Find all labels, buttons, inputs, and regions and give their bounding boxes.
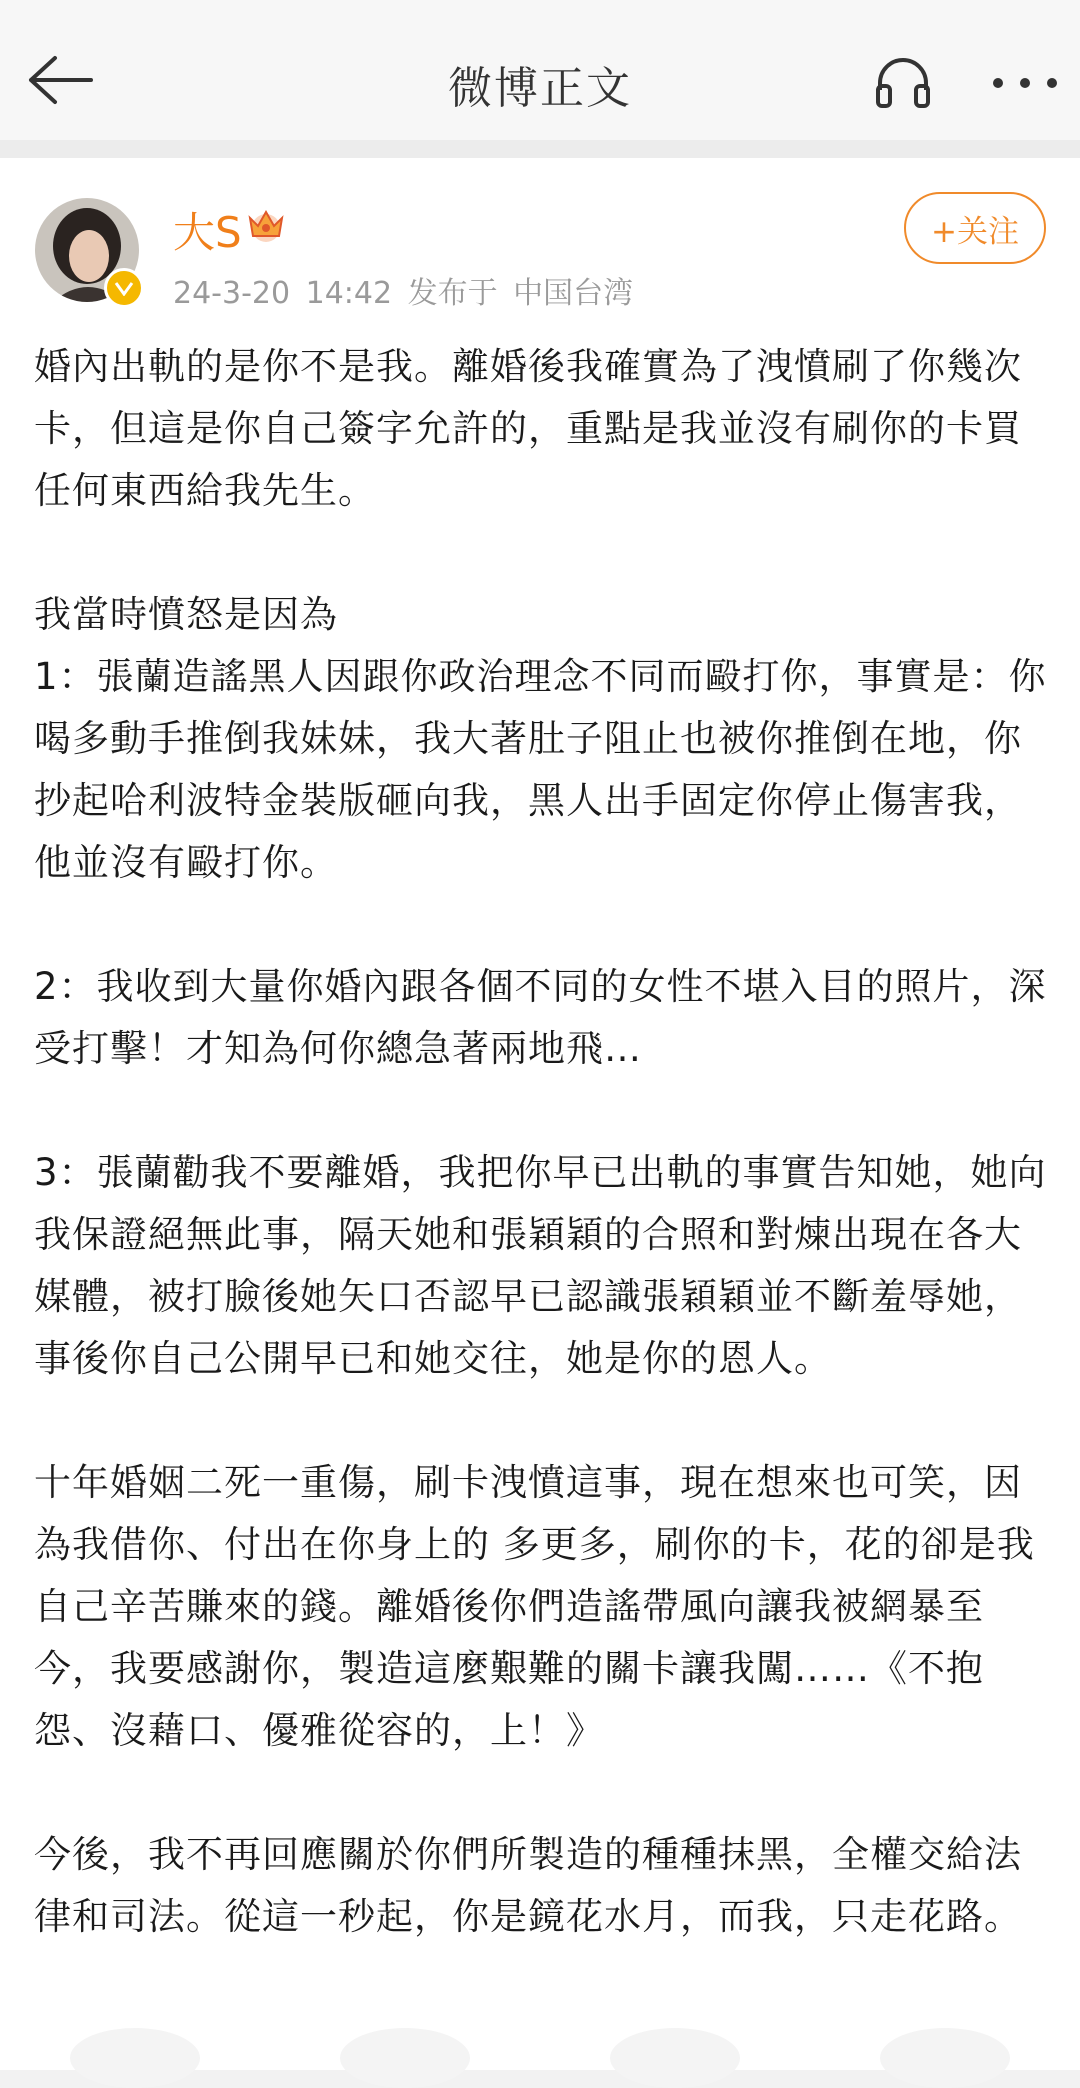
faded-action — [340, 2028, 470, 2088]
post-location: 发布于 中国台湾 — [407, 276, 634, 311]
post-card — [0, 158, 1080, 2070]
headset-icon — [874, 56, 932, 110]
listen-button[interactable] — [868, 48, 938, 118]
verified-v-icon — [114, 280, 134, 296]
post-paragraph: 3：張蘭勸我不要離婚，我把你早已出軌的事實告知她，她向我保證絕無此事，隔天她和張穎穎的合照和對煉出現在各大媒體，被打臉後她矢口否認早已認識張穎穎並不斷羞辱她，事後你自己公開早已和她交往，她是你的恩人。 — [34, 1151, 1047, 1380]
username[interactable]: 大S — [173, 208, 242, 257]
post-paragraph: 2：我收到大量你婚內跟各個不同的女性不堪入目的照片，深受打擊！才知為何你總急著兩地飛… — [34, 965, 1047, 1070]
more-dots-icon — [990, 76, 1060, 90]
crown-icon — [244, 202, 288, 246]
post-meta — [173, 268, 633, 312]
bottom-actions-faded — [0, 2028, 1080, 2070]
post-paragraph: 今後，我不再回應關於你們所製造的種種抹黑，全權交給法律和司法。從這一秒起，你是鏡花水月，而我，只走花路。 — [34, 1833, 1022, 1938]
faded-action — [610, 2028, 740, 2088]
post-paragraph: 十年婚姻二死一重傷，刷卡洩憤這事，現在想來也可笑，因為我借你、付出在你身上的 多更多，刷你的卡，花的卻是我自己辛苦賺來的錢。離婚後你們造謠帶風向讓我被網暴至今，我要感謝你，製造這麼艱難的關卡讓我闖……《不抱怨、沒藉口、優雅從容的，上！》 — [34, 1461, 1035, 1752]
follow-button[interactable]: +关注 — [904, 192, 1046, 264]
top-bar — [0, 0, 1080, 140]
post-paragraph: 婚內出軌的是你不是我。離婚後我確實為了洩憤刷了你幾次卡，但這是你自己簽字允許的，重點是我並沒有刷你的卡買任何東西給我先生。 — [34, 345, 1022, 512]
faded-action — [880, 2028, 1010, 2088]
faded-action — [70, 2028, 200, 2088]
post-paragraph: 我當時憤怒是因為 1：張蘭造謠黑人因跟你政治理念不同而毆打你，事實是：你喝多動手推倒我妹妹，我大著肚子阻止也被你推倒在地，你抄起哈利波特金裝版砸向我，黑人出手固定你停止傷害我，他並沒有毆打你。 — [34, 593, 1047, 884]
more-button[interactable] — [980, 48, 1070, 118]
header-divider — [0, 140, 1080, 158]
post-timestamp: 24-3-20 14:42 — [173, 276, 393, 311]
verified-badge — [104, 268, 144, 308]
post-body — [34, 336, 1054, 1948]
page-title: 微博正文 — [448, 63, 632, 114]
